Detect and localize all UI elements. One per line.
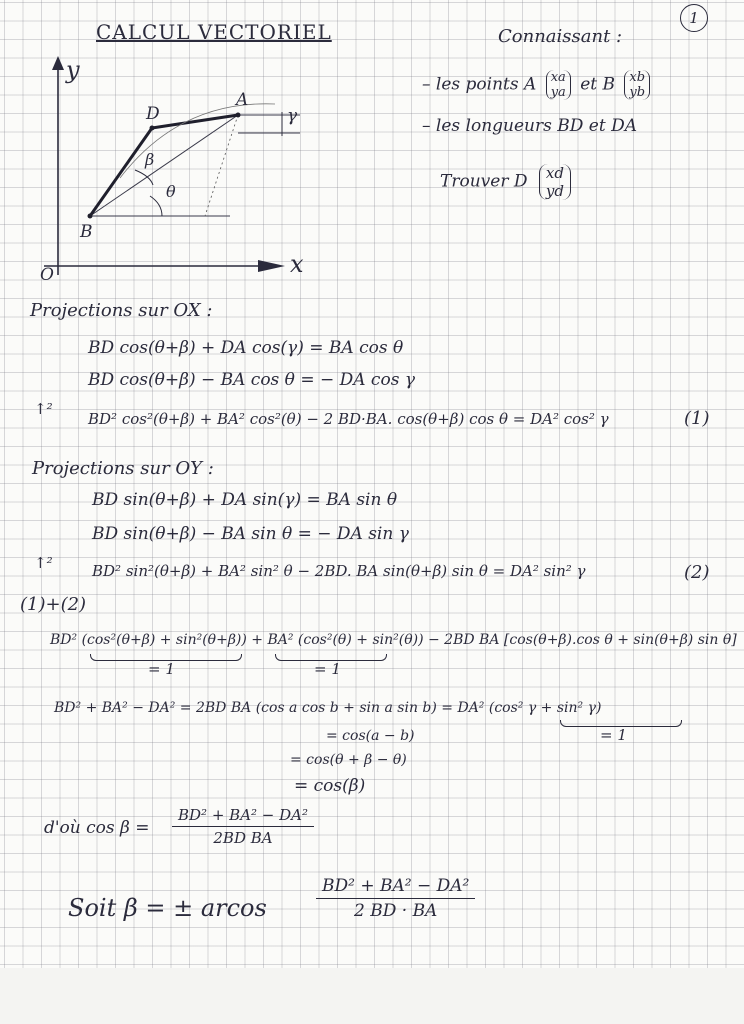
beta-label: β [145,150,155,169]
point-D-label: D [146,104,160,124]
A-y: ya [550,85,566,100]
proj-x-heading: Projections sur OX : [30,300,213,321]
A-x: xa [550,70,566,85]
x-axis-arrow [258,260,285,272]
x-axis-label: x [290,250,304,278]
vector-figure [0,0,744,300]
point-A-coords [546,70,571,100]
given-lengths-line: – les longueurs BD et DA [422,116,637,136]
D-x: xd [545,164,564,182]
sum-label: (1)+(2) [20,594,87,615]
result-fraction-2-numerator: BD² + BA² − DA² [316,876,475,899]
result-soit-label: Soit β = ± arcos [68,894,267,922]
proj-y-heading: Projections sur OY : [32,458,214,479]
gamma-label: γ [287,106,298,126]
point-B-label: B [80,222,93,242]
given-points-prefix: – les points A [422,74,537,95]
underbrace-1-note: = 1 [148,660,175,678]
proj-x-eq2: BD cos(θ+β) − BA cos θ = − DA cos γ [88,370,415,390]
proj-x-eq1: BD cos(θ+β) + DA cos(γ) = BA cos θ [88,338,404,358]
proj-y-eq3-ref: (2) [684,562,710,583]
proj-y-eq1: BD sin(θ+β) + DA sin(γ) = BA sin θ [92,490,398,510]
theta-arc [150,196,162,216]
B-y: yb [629,85,646,100]
sum-step1: = cos(a − b) [326,728,415,744]
point-D-coords [539,164,571,200]
given-points-line [422,70,654,100]
proj-y-square-mark: ↑² [34,554,53,572]
sum-step3: = cos(β) [294,776,366,796]
given-heading: Connaissant : [498,26,623,47]
proj-y-eq3: BD² sin²(θ+β) + BA² sin² θ − 2BD. BA sin(θ+β) sin θ = DA² sin² γ [92,562,586,580]
D-y: yd [545,182,564,200]
find-D-line [440,164,571,200]
result-fraction-1-numerator: BD² + BA² − DA² [172,806,314,827]
beta-arc [135,170,153,185]
proj-x-eq3: BD² cos²(θ+β) + BA² cos²(θ) − 2 BD·BA. cos(θ+β) cos θ = DA² cos² γ [88,410,609,428]
sum-eq2: BD² + BA² − DA² = 2BD BA (cos a cos b + sin a sin b) = DA² (cos² γ + sin² γ) [54,700,602,716]
result-fraction-1 [172,806,314,847]
point-A-label: A [236,90,249,110]
theta-label: θ [166,182,176,201]
page-number: 1 [680,4,708,32]
point-B-coords [624,70,650,100]
find-label: Trouver D [440,171,528,192]
segment-BD [90,128,155,216]
result-dou-label: d'où cos β = [44,818,150,838]
y-axis-arrow [52,56,64,70]
point-B [88,214,93,219]
result-fraction-1-denominator: 2BD BA [213,829,273,847]
underbrace-2-note: = 1 [314,660,341,678]
sum-eq1: BD² (cos²(θ+β) + sin²(θ+β)) + BA² (cos²(θ) + sin²(θ)) − 2BD BA [cos(θ+β).cos θ + sin(θ+β) sin θ] [50,632,737,648]
segment-BA [90,115,238,216]
point-A [236,113,241,118]
proj-y-eq2: BD sin(θ+β) − BA sin θ = − DA sin γ [92,524,409,544]
result-fraction-2-denominator: 2 BD · BA [354,901,438,921]
B-x: xb [629,70,646,85]
y-axis-label: y [66,56,80,84]
dashed-projection [205,115,238,216]
proj-x-square-mark: ↑² [34,400,53,418]
sum-step2: = cos(θ + β − θ) [290,752,407,768]
point-D [150,126,155,131]
underbrace-3-note: = 1 [600,726,627,744]
given-and-B: et B [580,74,615,95]
segment-DA [152,115,238,128]
proj-x-eq3-ref: (1) [684,408,710,429]
page-title: CALCUL VECTORIEL [96,20,332,44]
result-fraction-2 [316,876,475,921]
origin-label: O [40,265,54,285]
